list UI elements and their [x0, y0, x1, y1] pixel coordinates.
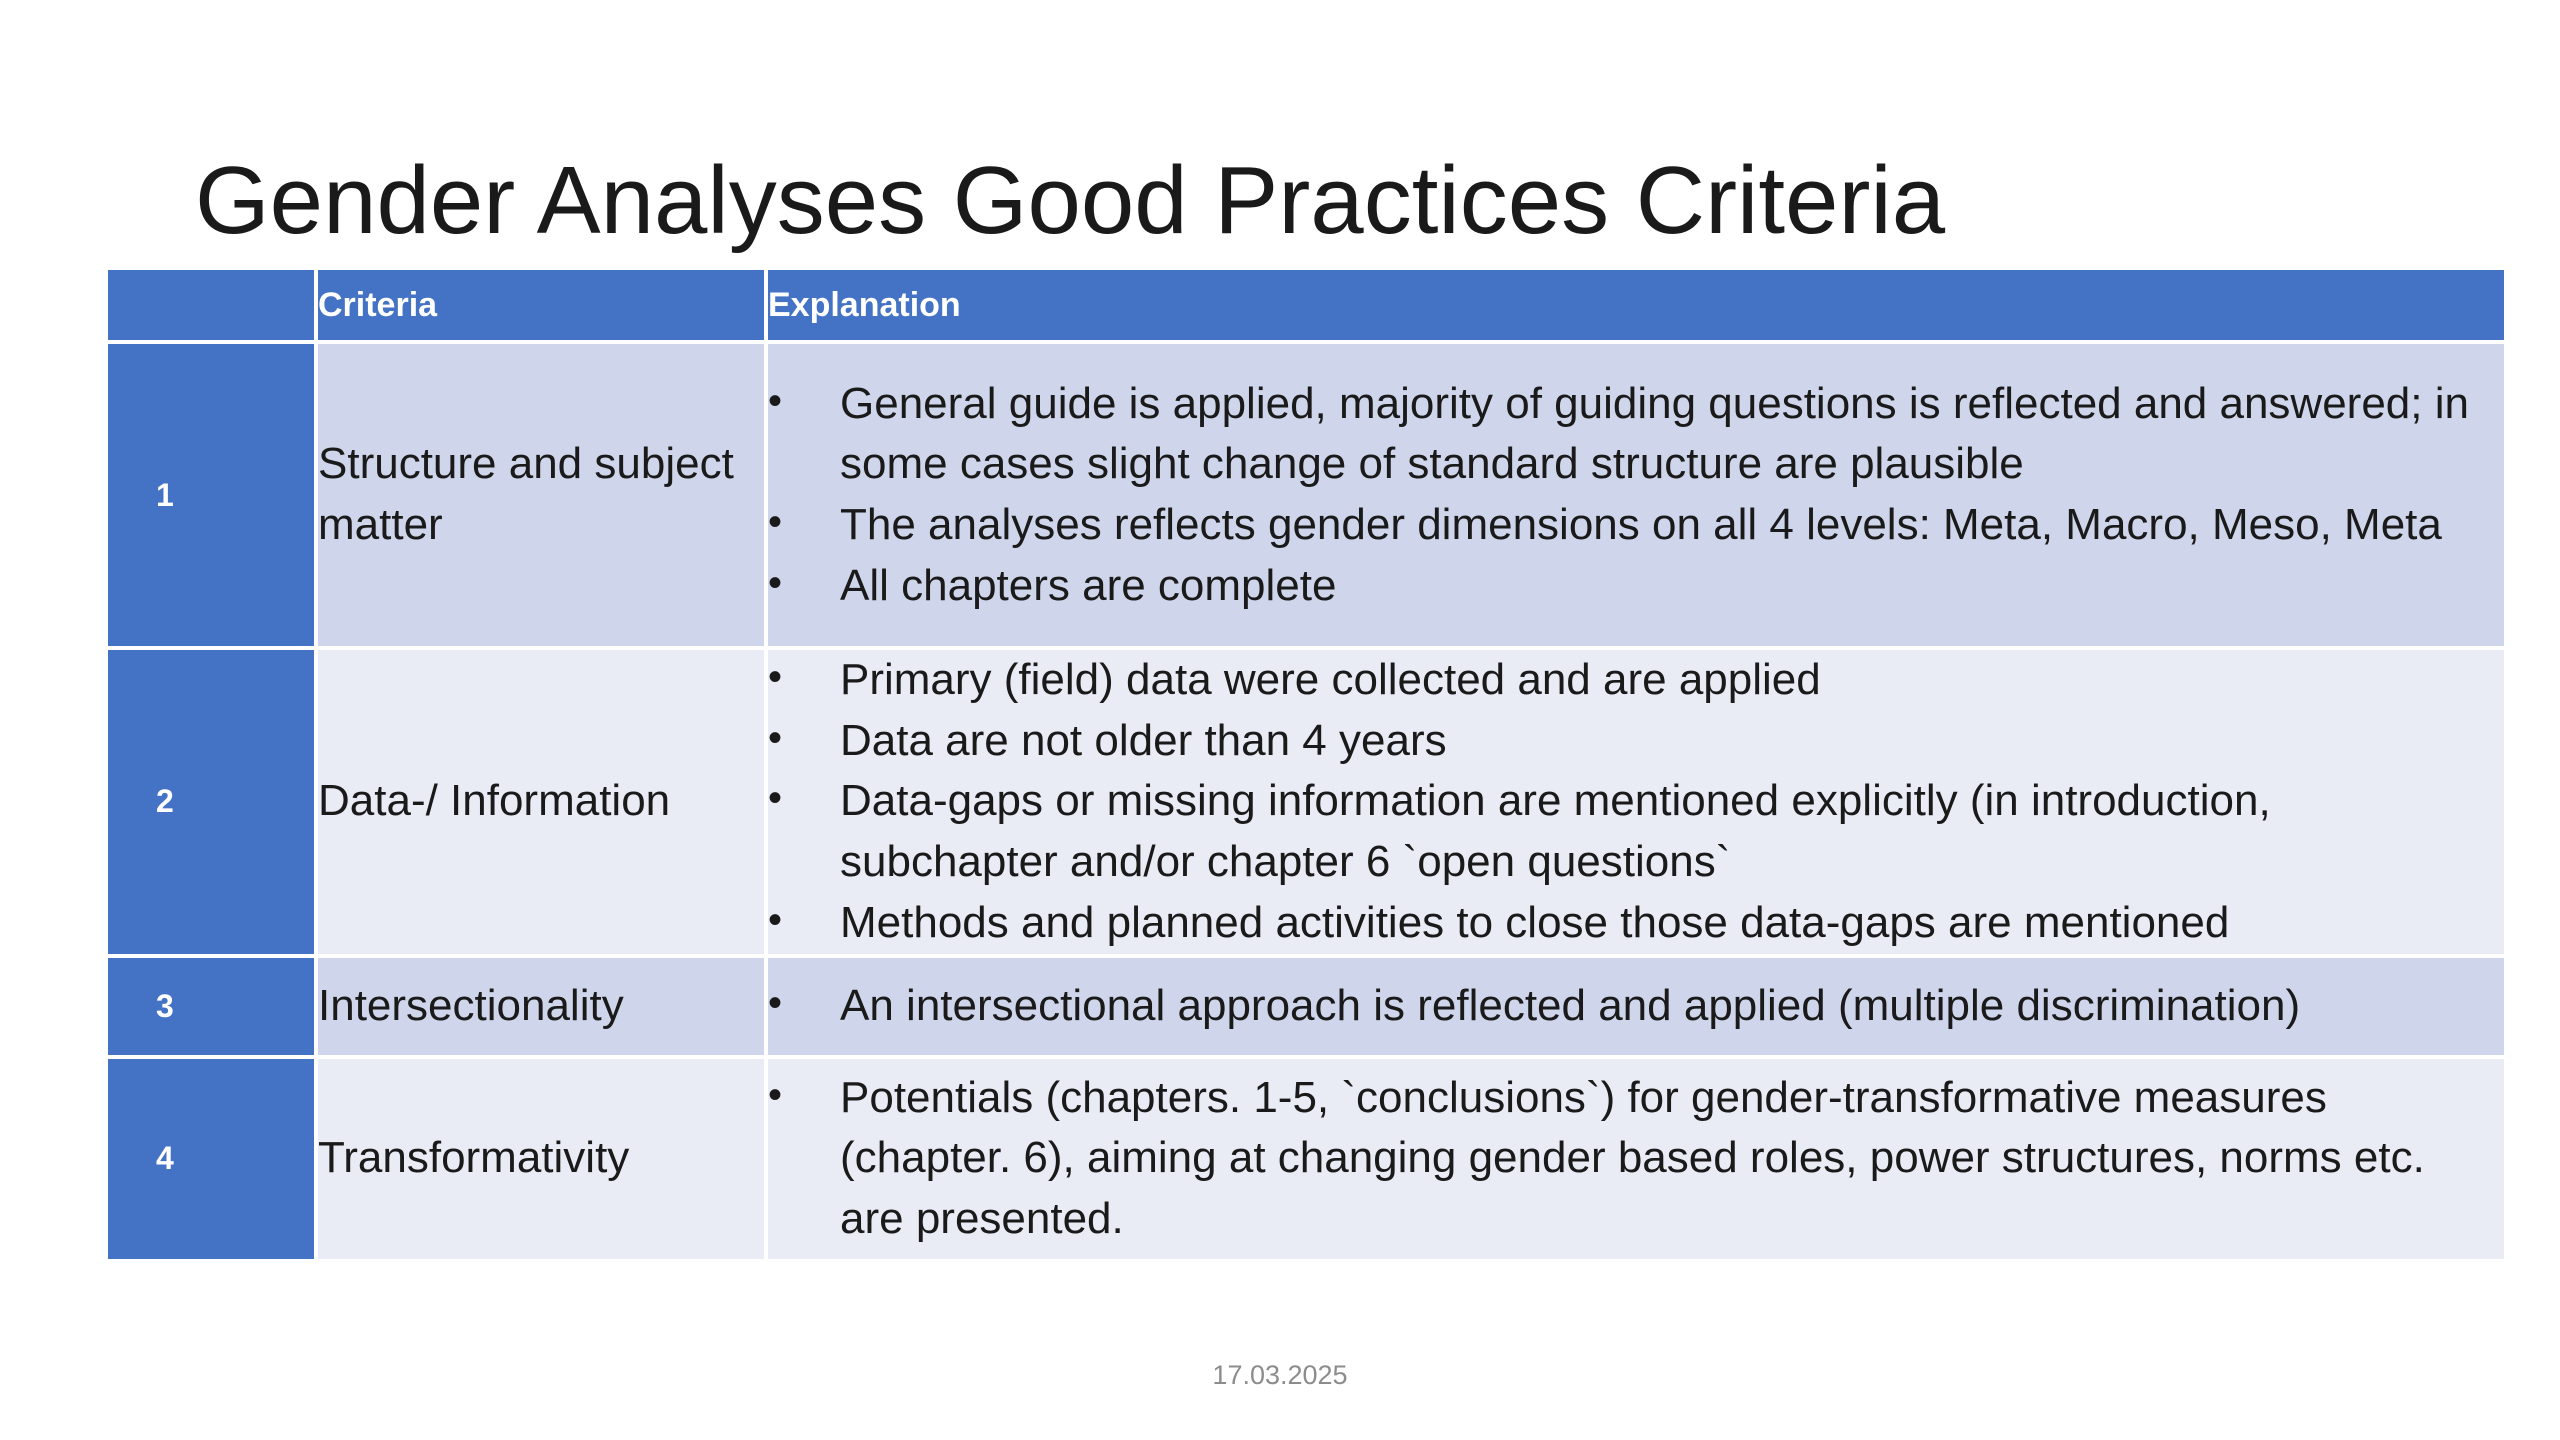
bullet-item: • Methods and planned activities to close those data-gaps are mentioned — [768, 893, 2486, 954]
row-criteria: Structure and subject matter — [316, 342, 766, 648]
table-row — [106, 956, 2506, 1057]
bullet-list — [768, 976, 2486, 1037]
bullet-item: • Primary (field) data were collected and are applied — [768, 650, 2486, 711]
row-explanation — [766, 956, 2506, 1057]
bullet-item: • General guide is applied, majority of guiding questions is reflected and answered; in some cases slight change of standard structure are plausible — [768, 374, 2486, 495]
bullet-item: • The analyses reflects gender dimensions on all 4 levels: Meta, Macro, Meso, Meta — [768, 495, 2486, 556]
slide-date: 17.03.2025 — [1212, 1360, 1348, 1390]
bullet-item: • An intersectional approach is reflected and applied (multiple discrimination) — [768, 976, 2486, 1037]
header-criteria: Criteria — [316, 268, 766, 342]
bullet-item: • All chapters are complete — [768, 556, 2486, 617]
bullet-list — [768, 1068, 2486, 1250]
header-explanation: Explanation — [766, 268, 2506, 342]
table-row — [106, 1057, 2506, 1261]
row-criteria: Intersectionality — [316, 956, 766, 1057]
row-explanation — [766, 1057, 2506, 1261]
row-explanation — [766, 648, 2506, 956]
slide-title: Gender Analyses Good Practices Criteria — [195, 147, 1946, 254]
table-header-row — [106, 268, 2506, 342]
bullet-list — [768, 374, 2486, 617]
bullet-item: • Potentials (chapters. 1-5, `conclusions`) for gender-transformative measures (chapter. 6), aiming at changing gender based roles, power structures, norms etc. are presented. — [768, 1068, 2486, 1250]
row-criteria: Transformativity — [316, 1057, 766, 1261]
bullet-list — [768, 650, 2486, 954]
header-number — [106, 268, 316, 342]
row-criteria: Data-/ Information — [316, 648, 766, 956]
row-number: 4 — [106, 1057, 316, 1261]
table-row — [106, 648, 2506, 956]
bullet-item: • Data-gaps or missing information are mentioned explicitly (in introduction, subchapter and/or chapter 6 `open questions` — [768, 771, 2486, 892]
row-number: 2 — [106, 648, 316, 956]
criteria-table — [104, 266, 2508, 1263]
table-row — [106, 342, 2506, 648]
row-number: 3 — [106, 956, 316, 1057]
row-number: 1 — [106, 342, 316, 648]
bullet-item: • Data are not older than 4 years — [768, 711, 2486, 772]
row-explanation — [766, 342, 2506, 648]
